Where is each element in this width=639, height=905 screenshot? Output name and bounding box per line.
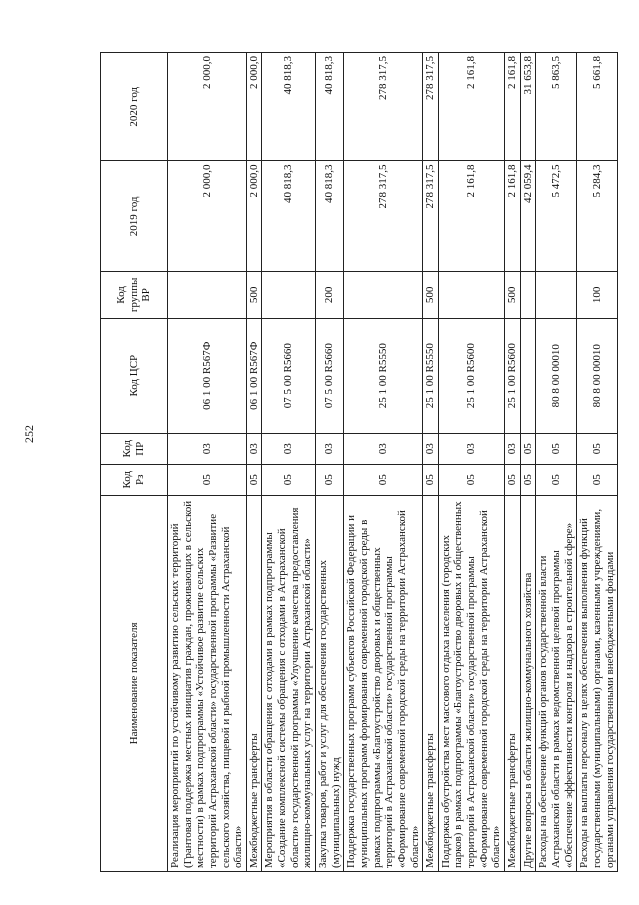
cell-csr: 25 1 00 R5600 bbox=[505, 318, 521, 433]
cell-rz: 05 bbox=[520, 464, 536, 495]
table-row bbox=[423, 53, 439, 872]
cell-vr: 200 bbox=[316, 272, 344, 318]
table-row bbox=[577, 53, 618, 872]
cell-2019: 5 472,5 bbox=[536, 161, 577, 272]
cell-rz: 05 bbox=[438, 464, 504, 495]
page-number: 252 bbox=[22, 425, 36, 443]
cell-2019: 5 284,3 bbox=[577, 161, 618, 272]
cell-2020: 2 000,0 bbox=[168, 53, 247, 162]
table-row bbox=[168, 53, 247, 872]
cell-name: Поддержка обустройства мест массового отдыха населения (городских парков) в рамках подпрограммы «Благоустройство дворовых и общественных территорий в Астраханской области» государственной программы «Формирование современной городской среды на территории Астраханской области» bbox=[438, 495, 504, 871]
cell-pr: 05 bbox=[577, 433, 618, 464]
cell-csr: 06 1 00 R567Ф bbox=[168, 318, 247, 433]
cell-pr: 03 bbox=[262, 433, 316, 464]
header-name: Наименование показателя bbox=[101, 495, 168, 871]
budget-table bbox=[100, 52, 618, 872]
cell-pr: 03 bbox=[438, 433, 504, 464]
cell-2019: 278 317,5 bbox=[344, 161, 423, 272]
cell-2020: 31 653,8 bbox=[520, 53, 536, 162]
cell-2019: 2 000,0 bbox=[168, 161, 247, 272]
cell-2020: 40 818,3 bbox=[316, 53, 344, 162]
cell-vr: 100 bbox=[577, 272, 618, 318]
cell-csr: 25 1 00 R5550 bbox=[423, 318, 439, 433]
cell-name: Расходы на выплаты персоналу в целях обеспечения выполнения функций государственными (муниципальными) органами, казенными учреждениями, органами управления государственными внебюджетными фондами bbox=[577, 495, 618, 871]
cell-name: Реализация мероприятий по устойчивому развитию сельских территорий (Грантовая поддержка местных инициатив граждан, проживающих в сельской местности) в рамках подпрограммы «Устойчивое развитие сельских территорий Астраханской области» государственной программы «Развитие сельского хозяйства, пищевой и рыбной промышленности Астраханской области» bbox=[168, 495, 247, 871]
cell-vr: 500 bbox=[246, 272, 262, 318]
cell-2020: 40 818,3 bbox=[262, 53, 316, 162]
cell-2020: 2 000,0 bbox=[246, 53, 262, 162]
cell-rz: 05 bbox=[262, 464, 316, 495]
cell-name: Межбюджетные трансферты bbox=[505, 495, 521, 871]
cell-vr bbox=[344, 272, 423, 318]
header-pr: Код ПР bbox=[101, 433, 168, 464]
cell-pr: 03 bbox=[168, 433, 247, 464]
cell-2020: 5 661,8 bbox=[577, 53, 618, 162]
cell-name: Закупка товаров, работ и услуг для обеспечения государственных (муниципальных) нужд bbox=[316, 495, 344, 871]
cell-rz: 05 bbox=[316, 464, 344, 495]
table-row bbox=[316, 53, 344, 872]
cell-rz: 05 bbox=[423, 464, 439, 495]
table-row bbox=[536, 53, 577, 872]
cell-pr: 05 bbox=[520, 433, 536, 464]
cell-2020: 2 161,8 bbox=[438, 53, 504, 162]
cell-2019: 2 000,0 bbox=[246, 161, 262, 272]
cell-2019: 2 161,8 bbox=[438, 161, 504, 272]
cell-pr: 03 bbox=[423, 433, 439, 464]
cell-rz: 05 bbox=[577, 464, 618, 495]
cell-csr: 80 8 00 00010 bbox=[536, 318, 577, 433]
cell-csr bbox=[520, 318, 536, 433]
cell-name: Межбюджетные трансферты bbox=[246, 495, 262, 871]
cell-vr: 500 bbox=[505, 272, 521, 318]
table-row bbox=[246, 53, 262, 872]
cell-vr bbox=[438, 272, 504, 318]
cell-vr: 500 bbox=[423, 272, 439, 318]
cell-pr: 03 bbox=[344, 433, 423, 464]
table-row bbox=[344, 53, 423, 872]
table-header-row bbox=[101, 53, 168, 872]
table-row bbox=[438, 53, 504, 872]
cell-2019: 2 161,8 bbox=[505, 161, 521, 272]
rotated-page bbox=[100, 52, 616, 872]
cell-name: Мероприятия в области обращения с отходами в рамках подпрограммы «Создание комплексной системы обращения с отходами в Астраханской области» государственной программы «Улучшение качества предоставления жилищно-коммунальных услуг на территории Астраханской области» bbox=[262, 495, 316, 871]
cell-pr: 03 bbox=[246, 433, 262, 464]
cell-rz: 05 bbox=[168, 464, 247, 495]
cell-rz: 05 bbox=[344, 464, 423, 495]
cell-2020: 5 863,5 bbox=[536, 53, 577, 162]
cell-2019: 40 818,3 bbox=[316, 161, 344, 272]
cell-name: Межбюджетные трансферты bbox=[423, 495, 439, 871]
cell-csr: 07 5 00 R5660 bbox=[262, 318, 316, 433]
header-2020: 2020 год bbox=[101, 53, 168, 162]
table-row bbox=[262, 53, 316, 872]
cell-pr: 03 bbox=[316, 433, 344, 464]
cell-rz: 05 bbox=[505, 464, 521, 495]
cell-vr bbox=[168, 272, 247, 318]
cell-2020: 278 317,5 bbox=[423, 53, 439, 162]
cell-rz: 05 bbox=[246, 464, 262, 495]
cell-rz: 05 bbox=[536, 464, 577, 495]
header-rz: Код Рз bbox=[101, 464, 168, 495]
cell-csr: 07 5 00 R5660 bbox=[316, 318, 344, 433]
cell-2019: 40 818,3 bbox=[262, 161, 316, 272]
cell-name: Поддержка государственных программ субъектов Российской Федерации и муниципальных программ формирования современной городской среды в рамках подпрограммы «Благоустройство дворовых и общественных территорий в Астраханской области» государственной программы «Формирование современной городской среды на территории Астраханской области» bbox=[344, 495, 423, 871]
cell-csr: 80 8 00 00010 bbox=[577, 318, 618, 433]
table-row bbox=[505, 53, 521, 872]
cell-name: Другие вопросы в области жилищно-коммунального хозяйства bbox=[520, 495, 536, 871]
cell-2019: 42 059,4 bbox=[520, 161, 536, 272]
cell-pr: 05 bbox=[536, 433, 577, 464]
cell-2019: 278 317,5 bbox=[423, 161, 439, 272]
cell-csr: 25 1 00 R5550 bbox=[344, 318, 423, 433]
cell-2020: 278 317,5 bbox=[344, 53, 423, 162]
cell-csr: 25 1 00 R5600 bbox=[438, 318, 504, 433]
cell-vr bbox=[520, 272, 536, 318]
cell-pr: 03 bbox=[505, 433, 521, 464]
cell-csr: 06 1 00 R567Ф bbox=[246, 318, 262, 433]
table-row bbox=[520, 53, 536, 872]
cell-vr bbox=[262, 272, 316, 318]
header-vr: Код группы ВР bbox=[101, 272, 168, 318]
header-2019: 2019 год bbox=[101, 161, 168, 272]
cell-2020: 2 161,8 bbox=[505, 53, 521, 162]
header-csr: Код ЦСР bbox=[101, 318, 168, 433]
cell-name: Расходы на обеспечение функций органов государственной власти Астраханской области в рамках ведомственной целевой программы «Обеспечение эффективности контроля и надзора в строительной сфере» bbox=[536, 495, 577, 871]
cell-vr bbox=[536, 272, 577, 318]
